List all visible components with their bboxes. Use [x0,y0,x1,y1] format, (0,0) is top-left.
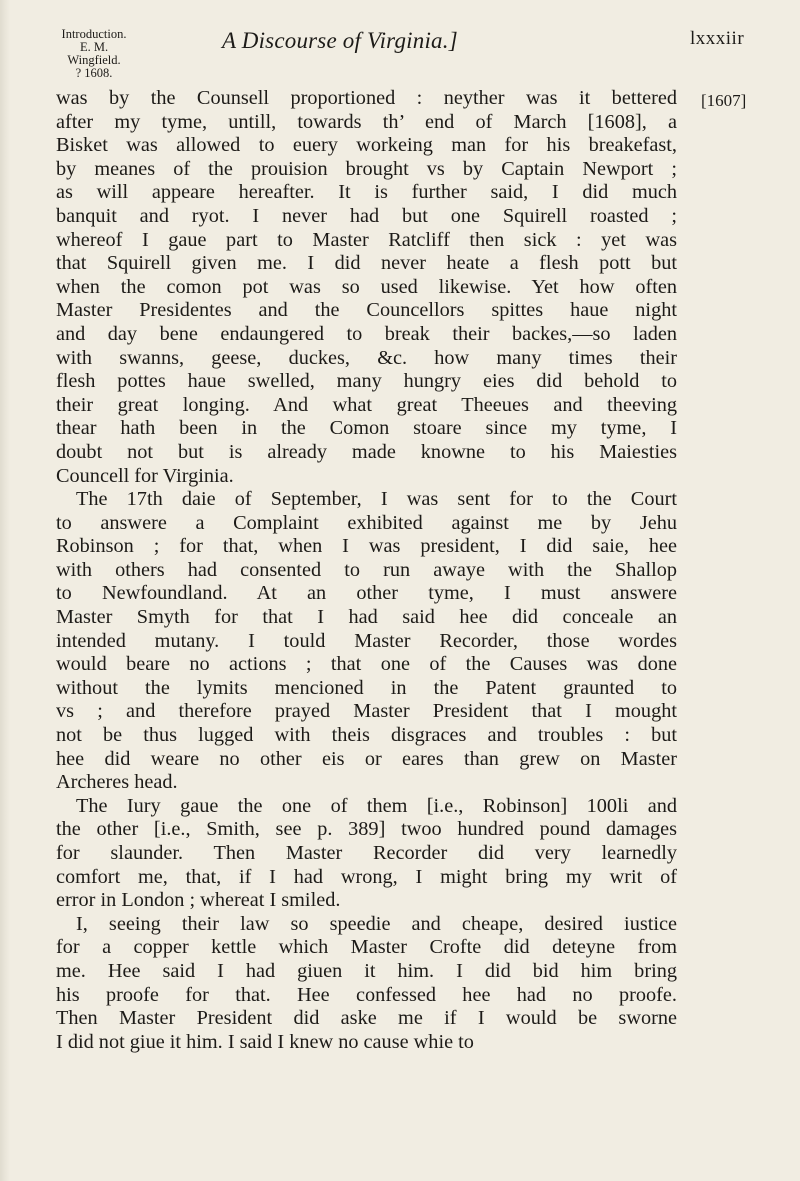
text-line: by meanes of the prouision brought vs by Captain Newport ; [56,157,677,180]
text-line: I, seeing their law so speedie and cheape, desired iustice [76,912,677,935]
text-line: The 17th daie of September, I was sent for to the Court [76,488,677,511]
text-line: Councell for Virginia. [56,464,234,487]
text-line: would beare no actions ; that one of the Causes was done [56,653,677,676]
text-line: not be thus lugged with theis disgraces and troubles : but [56,724,677,747]
text-line: the other [i.e., Smith, see p. 389] twoo hundred pound damages [56,818,677,841]
text-line: Master Presidentes and the Councellors spittes haue night [56,299,677,322]
text-line: was by the Counsell proportioned : neyther was it bettered [56,87,677,109]
text-line: Then Master President did aske me if I would be sworne [56,1007,677,1030]
text-line: vs ; and therefore prayed Master President that I mought [56,700,677,723]
text-line: that Squirell given me. I did never heate a flesh pott but [56,252,677,275]
running-header [0,28,800,88]
running-title: A Discourse of Virginia.] [222,28,458,53]
text-line: his proofe for that. Hee confessed hee had no proofe. [56,983,677,1006]
text-line: The Iury gaue the one of them [i.e., Robinson] 100li and [76,794,677,817]
text-line: me. Hee said I had giuen it him. I did bid him bring [56,959,677,982]
text-line: for a copper kettle which Master Crofte did deteyne from [56,936,677,959]
text-line: hee did weare no other eis or eares than grew on Master [56,747,677,770]
running-head-author: E. M. Wingfield. [67,40,121,67]
text-line: comfort me, that, if I had wrong, I might bring my writ of [56,865,677,888]
text-line: with swanns, geese, duckes, &c. how many times their [56,346,677,369]
body-text [56,87,677,1054]
page-number: lxxxiir [690,28,745,49]
text-line: their great longing. And what great Theeues and theeving [56,393,677,416]
text-line: as will appeare hereafter. It is further said, I did much [56,181,677,204]
page-edge-shadow [0,0,10,1181]
text-line: flesh pottes haue swelled, many hungry eies did behold to [56,370,677,393]
text-line: with others had consented to run awaye with the Shallop [56,558,677,581]
text-line: without the lymits mencioned in the Patent graunted to [56,676,677,699]
text-line: Robinson ; for that, when I was president, I did saie, hee [56,535,677,558]
text-line: for slaunder. Then Master Recorder did very learnedly [56,842,677,864]
text-line: when the comon pot was so used likewise. Yet how often [56,275,677,298]
text-line: Archeres head. [56,771,178,794]
running-head-section: Introduction. [61,27,127,41]
text-line: Bisket was allowed to euery workeing man for his breakefast, [56,134,677,157]
text-line: to Newfoundland. At an other tyme, I must answere [56,582,677,605]
text-line: intended mutany. I tould Master Recorder, those wordes [56,629,677,652]
text-line: Master Smyth for that I had said hee did conceale an [56,606,677,629]
running-head-left [56,28,132,80]
text-line: whereof I gaue part to Master Ratcliff then sick : yet was [56,228,677,251]
text-line: banquit and ryot. I never had but one Squirell roasted ; [56,204,677,227]
text-line: and day bene endaungered to break their backes,—so laden [56,322,677,345]
text-line: error in London ; whereat I smiled. [56,889,341,912]
text-line: doubt not but is already made knowne to his Maiesties [56,440,677,463]
text-line: after my tyme, untill, towards th’ end of March [1608], a [56,110,677,133]
running-head-date: ? 1608. [75,66,113,80]
text-line: thear hath been in the Comon stoare since my tyme, I [56,417,677,440]
margin-year-note: [1607] [701,91,747,110]
text-line: I did not giue it him. I said I knew no cause whie to [56,1030,474,1053]
text-line: to answere a Complaint exhibited against me by Jehu [56,511,677,534]
